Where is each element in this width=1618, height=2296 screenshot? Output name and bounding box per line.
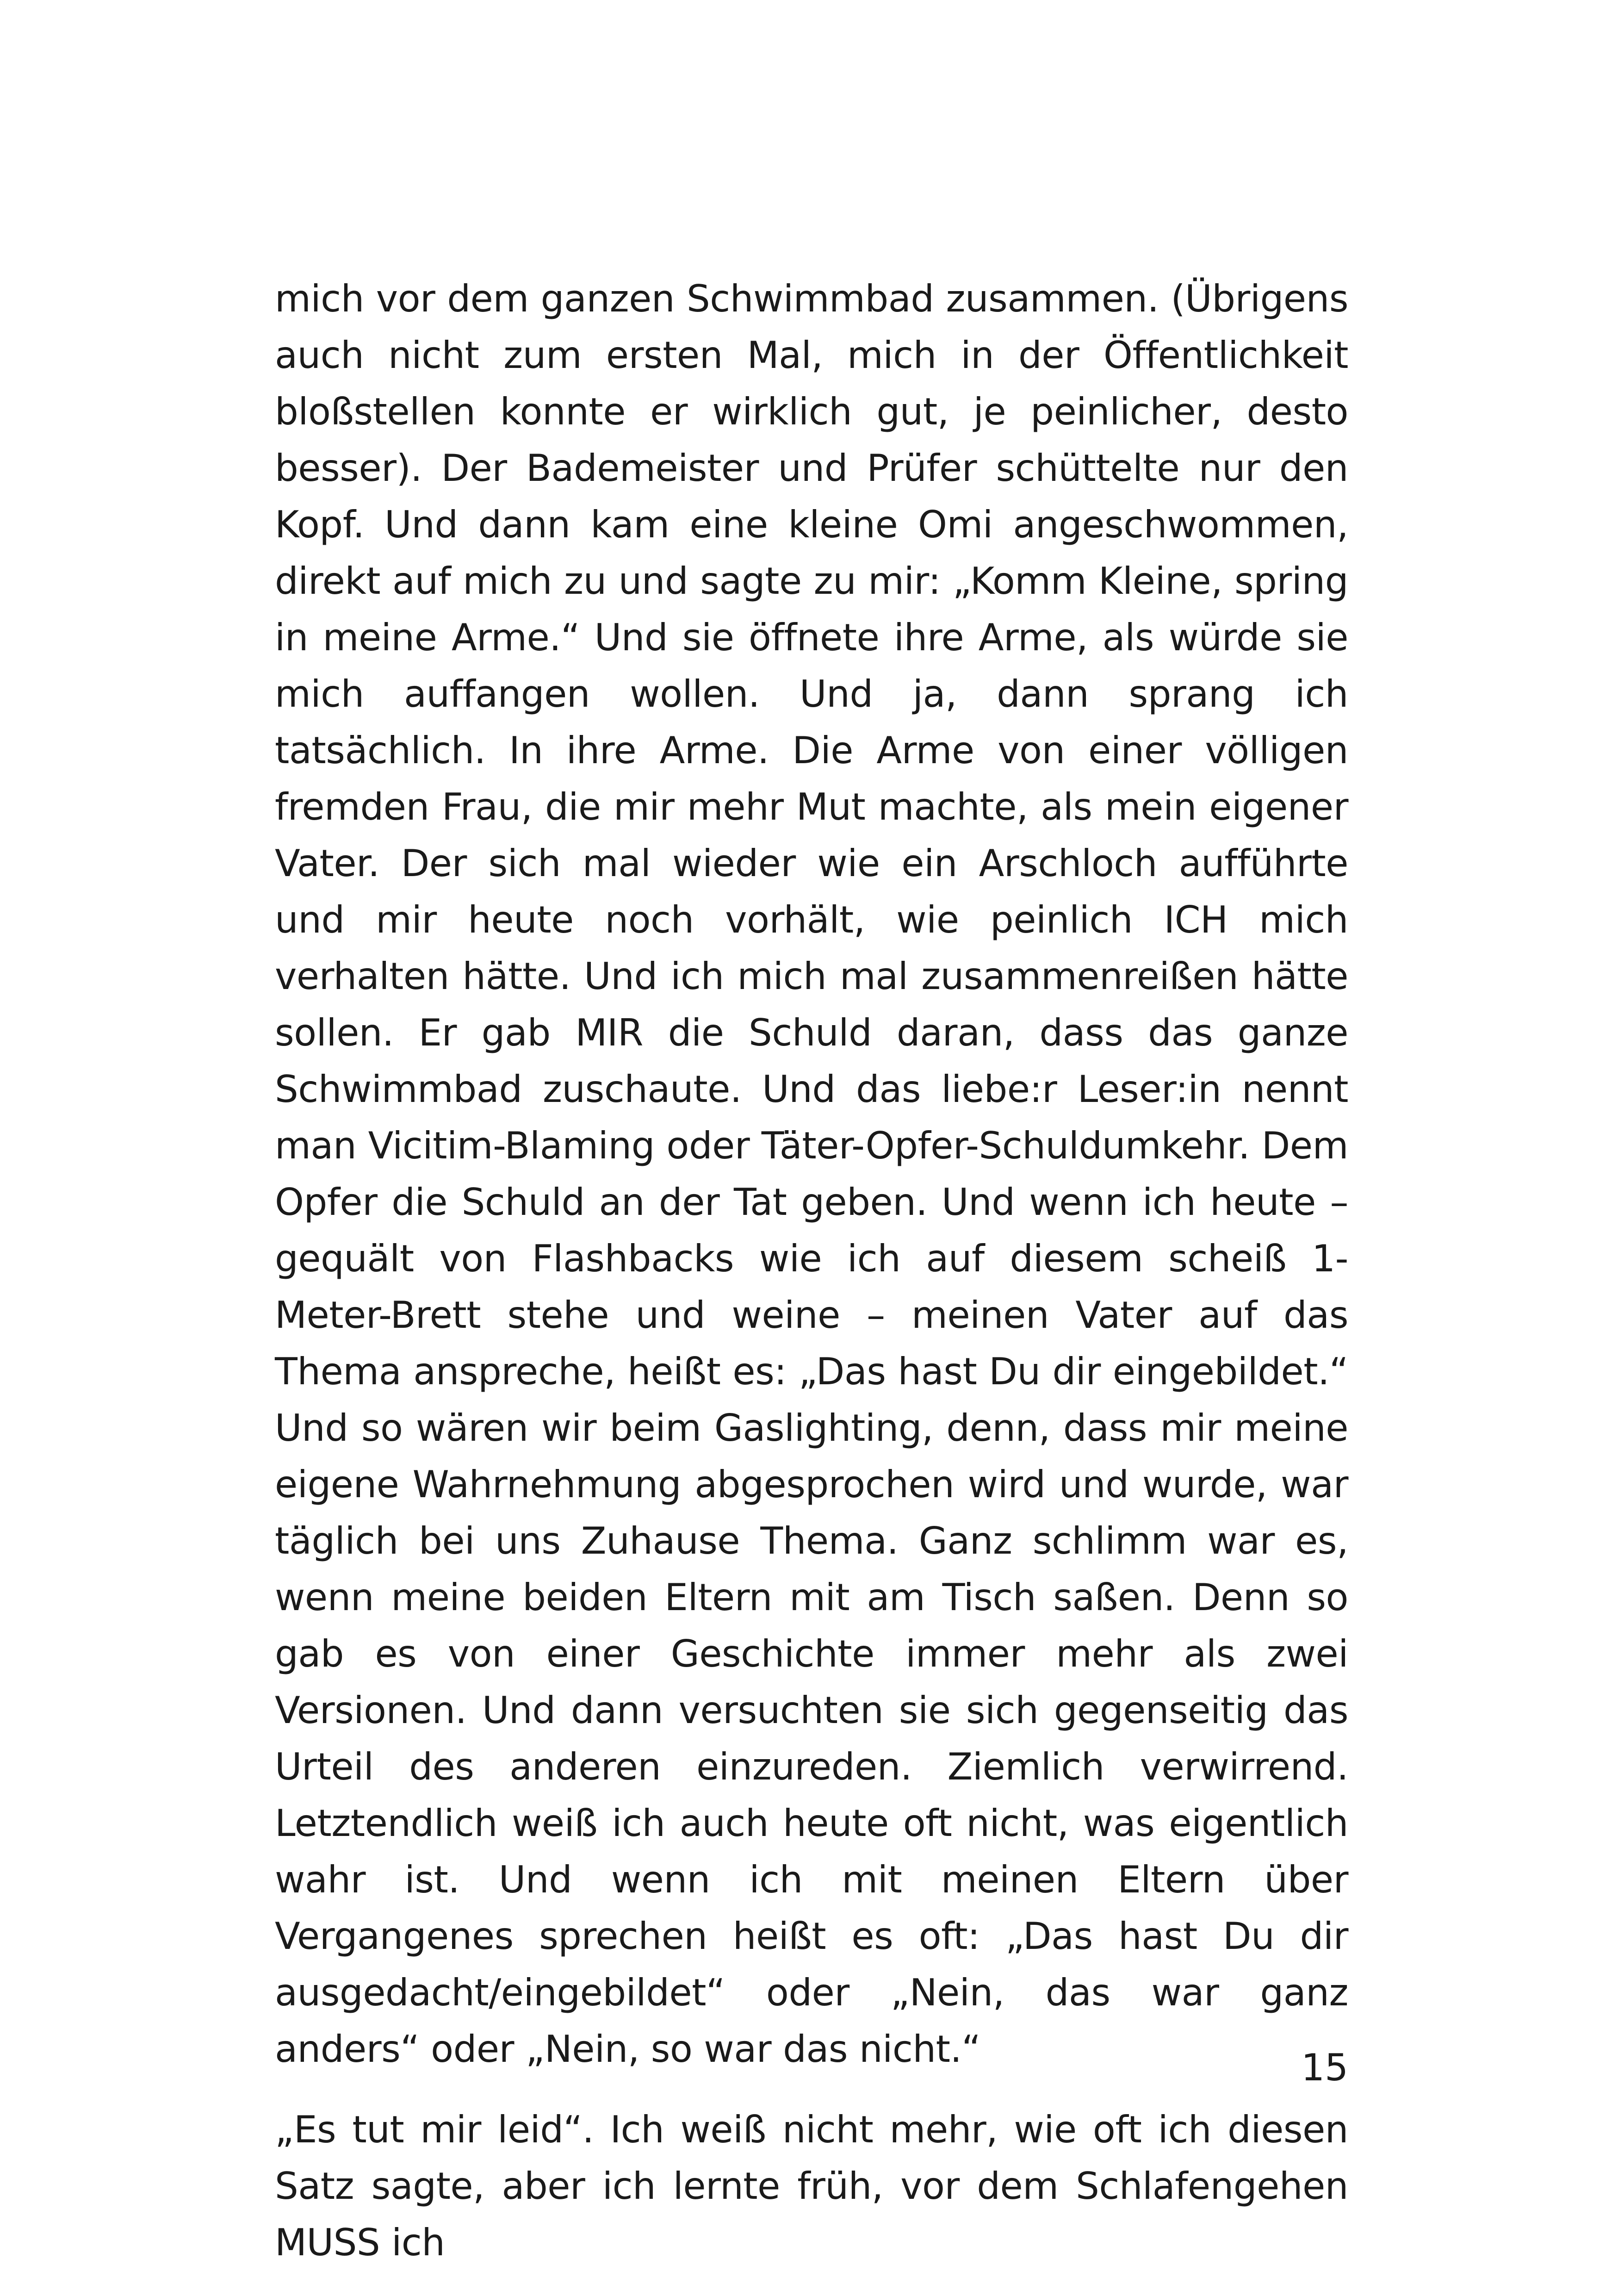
paragraph-2: „Es tut mir leid“. Ich weiß nicht mehr, wie oft ich diesen Satz sagte, aber ich lernte früh, vor dem Schlafengehen MUSS ich (275, 2108, 1348, 2264)
body-text (275, 271, 1348, 2271)
page-number: 15 (1301, 2046, 1348, 2089)
paragraph-1: mich vor dem ganzen Schwimmbad zusammen. (Übrigens auch nicht zum ersten Mal, mich in der Öffentlichkeit bloßstellen konnte er wirklich gut, je peinlicher, desto besser). Der Bademeister und Prüfer schüttelte nur den Kopf. Und dann kam eine kleine Omi angeschwommen, direkt auf mich zu und sagte zu mir: „Komm Kleine, spring in meine Arme.“ Und sie öffnete ihre Arme, als würde sie mich auffangen wollen. Und ja, dann sprang ich tatsächlich. In ihre Arme. Die Arme von einer völligen fremden Frau, die mir mehr Mut machte, als mein eigener Vater. Der sich mal wieder wie ein Arschloch aufführte und mir heute noch vorhält, wie peinlich ICH mich verhalten hätte. Und ich mich mal zusammenreißen hätte sollen. Er gab MIR die Schuld daran, dass das ganze Schwimmbad zuschaute. Und das liebe:r Leser:in nennt man Vicitim-Blaming oder Täter-Opfer-Schuldumkehr. Dem Opfer die Schuld an der Tat geben. Und wenn ich heute – gequält von Flashbacks wie ich auf diesem scheiß 1-Meter-Brett stehe und weine – meinen Vater auf das Thema anspreche, heißt es: „Das hast Du dir eingebildet.“ Und so wären wir beim Gaslighting, denn, dass mir meine eigene Wahrnehmung abgesprochen wird und wurde, war täglich bei uns Zuhause Thema. Ganz schlimm war es, wenn meine beiden Eltern mit am Tisch saßen. Denn so gab es von einer Geschichte immer mehr als zwei Versionen. Und dann versuchten sie sich gegenseitig das Urteil des anderen einzureden. Ziemlich verwirrend. Letztendlich weiß ich auch heute oft nicht, was eigentlich wahr ist. Und wenn ich mit meinen Eltern über Vergangenes sprechen heißt es oft: „Das hast Du dir ausgedacht/eingebildet“ oder „Nein, das war ganz anders“ oder „Nein, so war das nicht.“ (275, 277, 1348, 2071)
